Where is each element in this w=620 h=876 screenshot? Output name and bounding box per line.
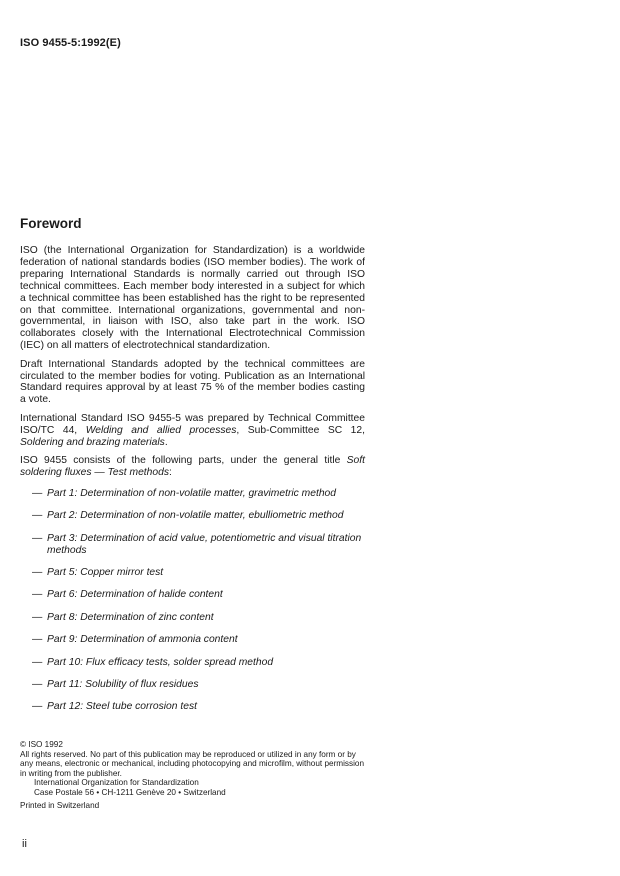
paragraph-prepared-by	[20, 413, 365, 449]
list-item	[20, 488, 365, 500]
part-title: Part 11: Solubility of flux residues	[47, 678, 199, 690]
document-id: ISO 9455-5:1992(E)	[20, 37, 121, 49]
part-title: Part 9: Determination of ammonia content	[47, 634, 238, 646]
list-item	[20, 657, 365, 669]
list-dash: —	[32, 566, 43, 578]
list-dash: —	[32, 487, 43, 499]
organization-address: Case Postale 56 • CH-1211 Genève 20 • Switzerland	[34, 787, 226, 797]
list-item	[20, 701, 365, 713]
part-title: Part 12: Steel tube corrosion test	[47, 701, 197, 713]
part-title: Part 3: Determination of acid value, potentiometric and visual titration methods	[47, 532, 362, 556]
foreword-heading: Foreword	[20, 216, 82, 231]
paragraph-parts-intro	[20, 455, 365, 479]
list-dash: —	[32, 678, 43, 690]
rights-statement: All rights reserved. No part of this publication may be reproduced or utilized in any form or by any means, electronic or mechanical, including photocopying and microfilm, without permission in writing from the publisher.	[20, 749, 365, 778]
organization-name: International Organization for Standardization	[34, 778, 199, 788]
paragraph-iso-intro: ISO (the International Organization for Standardization) is a worldwide federation of national standards bodies (ISO member bodies). The work of preparing International Standards is normally carried out through ISO technical committees. Each member body interested in a subject for which a technical committee has been established has the right to be represented on that committee. International organizations, governmental and non-governmental, in liaison with ISO, also take part in the work. ISO collaborates closely with the International Electrotechnical Commission (IEC) on all matters of electrotechnical standardization.	[20, 245, 365, 352]
subcommittee-title: Soldering and brazing materials	[20, 436, 165, 448]
list-dash: —	[32, 510, 43, 522]
list-dash: —	[32, 634, 43, 646]
list-item	[20, 533, 365, 557]
page-number: ii	[22, 838, 27, 850]
general-title: Soft soldering fluxes — Test methods	[20, 455, 365, 478]
list-dash: —	[32, 701, 43, 713]
list-item	[20, 634, 365, 646]
list-dash: —	[32, 589, 43, 601]
copyright-block	[20, 740, 366, 810]
list-dash: —	[32, 656, 43, 668]
printed-in: Printed in Switzerland	[20, 800, 100, 810]
committee-title: Welding and allied processes	[85, 424, 237, 436]
part-title: Part 10: Flux efficacy tests, solder spread method	[47, 656, 274, 668]
list-item	[20, 510, 365, 522]
part-title: Part 6: Determination of halide content	[47, 589, 223, 601]
copyright-notice: © ISO 1992	[20, 740, 63, 749]
period: .	[164, 436, 168, 448]
part-title: Part 1: Determination of non-volatile matter, gravimetric method	[47, 487, 337, 499]
part-title: Part 5: Copper mirror test	[47, 566, 164, 578]
list-item	[20, 567, 365, 579]
list-item	[20, 589, 365, 601]
list-dash: —	[32, 532, 43, 544]
foreword-body	[20, 245, 365, 724]
paragraph-draft-standards: Draft International Standards adopted by the technical committees are circulated to the member bodies for voting. Publication as an International Standard requires approval by at least 75 % of the member bodies casting a vote.	[20, 358, 365, 406]
colon: :	[169, 466, 172, 478]
subcommittee-text: , Sub-Committee SC 12,	[236, 424, 365, 436]
part-title: Part 2: Determination of non-volatile matter, ebulliometric method	[47, 510, 344, 522]
parts-intro-text: ISO 9455 consists of the following parts, under the general title	[20, 455, 347, 466]
list-item	[20, 612, 365, 624]
parts-list	[20, 488, 365, 713]
list-dash: —	[32, 611, 43, 623]
list-item	[20, 679, 365, 691]
prepared-by-text: International Standard ISO 9455-5 was prepared by Technical Committee ISO/TC 44,	[20, 412, 365, 436]
part-title: Part 8: Determination of zinc content	[47, 611, 214, 623]
